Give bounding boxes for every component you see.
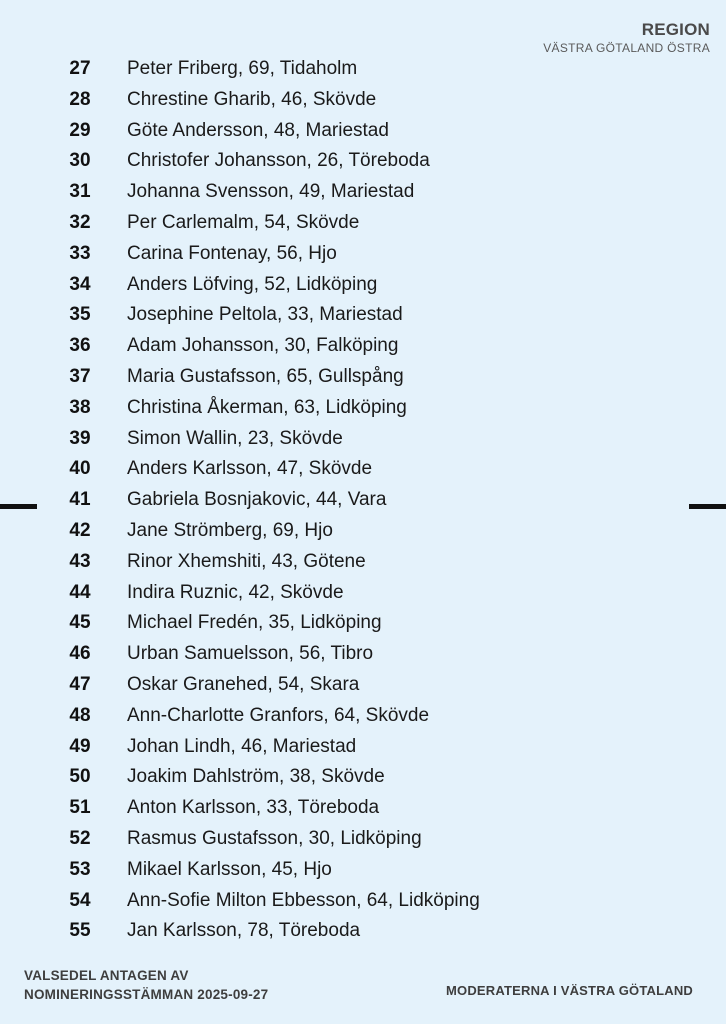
candidate-number: 43: [69, 550, 91, 572]
candidate-details: Gabriela Bosnjakovic, 44, Vara: [127, 489, 387, 511]
candidate-row: [0, 762, 726, 793]
candidate-details: Josephine Peltola, 33, Mariestad: [127, 304, 403, 326]
candidate-number: 51: [69, 797, 91, 819]
candidate-row: [0, 670, 726, 701]
region-subtitle: VÄSTRA GÖTALAND ÖSTRA: [543, 41, 710, 55]
candidate-number: 48: [69, 704, 91, 726]
candidate-details: Per Carlemalm, 54, Skövde: [127, 211, 360, 233]
candidate-row: [0, 639, 726, 670]
candidate-row: [0, 916, 726, 947]
candidate-row: [0, 485, 726, 516]
candidate-row: [0, 824, 726, 855]
candidate-details: Chrestine Gharib, 46, Skövde: [127, 88, 377, 110]
candidate-details: Maria Gustafsson, 65, Gullspång: [127, 365, 404, 387]
candidate-details: Mikael Karlsson, 45, Hjo: [127, 858, 332, 880]
candidate-number: 33: [69, 242, 91, 264]
candidate-row: [0, 516, 726, 547]
candidate-details: Indira Ruznic, 42, Skövde: [127, 581, 344, 603]
candidate-row: [0, 54, 726, 85]
candidate-details: Johan Lindh, 46, Mariestad: [127, 735, 357, 757]
region-header: [543, 20, 710, 56]
candidate-number: 45: [69, 612, 91, 634]
candidate-row: [0, 547, 726, 578]
region-title: REGION: [641, 20, 710, 39]
candidate-number: 29: [69, 119, 91, 141]
candidate-number: 41: [69, 489, 91, 511]
candidate-row: [0, 886, 726, 917]
candidate-details: Johanna Svensson, 49, Mariestad: [127, 181, 415, 203]
candidate-row: [0, 855, 726, 886]
candidate-details: Ann-Sofie Milton Ebbesson, 64, Lidköping: [127, 889, 480, 911]
candidate-number: 27: [69, 58, 91, 79]
candidate-number: 50: [69, 766, 91, 788]
candidate-number: 38: [69, 396, 91, 418]
candidate-details: Adam Johansson, 30, Falköping: [127, 335, 399, 357]
candidate-number: 47: [69, 673, 91, 695]
candidate-number: 49: [69, 735, 91, 757]
candidate-details: Anton Karlsson, 33, Töreboda: [127, 797, 380, 819]
candidate-number: 30: [69, 150, 91, 172]
candidate-number: 32: [69, 211, 91, 233]
candidate-details: Anders Karlsson, 47, Skövde: [127, 458, 373, 480]
candidate-number: 40: [69, 458, 91, 480]
candidate-details: Carina Fontenay, 56, Hjo: [127, 242, 337, 264]
candidate-number: 28: [69, 88, 91, 110]
fold-mark-left: [0, 504, 37, 509]
candidate-list: [0, 54, 726, 947]
candidate-details: Jane Strömberg, 69, Hjo: [127, 519, 333, 541]
candidate-details: Göte Andersson, 48, Mariestad: [127, 119, 389, 141]
adoption-line-1: VALSEDEL ANTAGEN AV: [24, 968, 189, 983]
candidate-row: [0, 85, 726, 116]
candidate-number: 35: [69, 304, 91, 326]
candidate-details: Joakim Dahlström, 38, Skövde: [127, 766, 385, 788]
candidate-row: [0, 208, 726, 239]
organization-name: MODERATERNA I VÄSTRA GÖTALAND: [445, 983, 693, 998]
candidate-number: 36: [69, 335, 91, 357]
candidate-details: Michael Fredén, 35, Lidköping: [127, 612, 382, 634]
candidate-details: Peter Friberg, 69, Tidaholm: [127, 58, 358, 79]
candidate-details: Anders Löfving, 52, Lidköping: [127, 273, 378, 295]
candidate-number: 39: [69, 427, 91, 449]
candidate-details: Simon Wallin, 23, Skövde: [127, 427, 343, 449]
candidate-details: Oskar Granehed, 54, Skara: [127, 673, 360, 695]
ballot-adoption-note: [24, 966, 268, 1004]
candidate-row: [0, 393, 726, 424]
adoption-line-2: NOMINERINGSSTÄMMAN 2025-09-27: [24, 987, 269, 1002]
candidate-number: 37: [69, 365, 91, 387]
candidate-row: [0, 177, 726, 208]
candidate-details: Christofer Johansson, 26, Töreboda: [127, 150, 430, 172]
candidate-row: [0, 146, 726, 177]
candidate-number: 52: [69, 827, 91, 849]
candidate-details: Jan Karlsson, 78, Töreboda: [127, 920, 361, 942]
candidate-number: 44: [69, 581, 91, 603]
candidate-details: Ann-Charlotte Granfors, 64, Skövde: [127, 704, 430, 726]
candidate-row: [0, 701, 726, 732]
candidate-number: 31: [69, 181, 91, 203]
candidate-row: [0, 300, 726, 331]
candidate-details: Rinor Xhemshiti, 43, Götene: [127, 550, 366, 572]
candidate-row: [0, 454, 726, 485]
candidate-row: [0, 116, 726, 147]
candidate-row: [0, 331, 726, 362]
candidate-row: [0, 732, 726, 763]
candidate-row: [0, 270, 726, 301]
candidate-row: [0, 239, 726, 270]
candidate-row: [0, 578, 726, 609]
candidate-row: [0, 362, 726, 393]
candidate-number: 54: [69, 889, 91, 911]
candidate-number: 34: [69, 273, 91, 295]
candidate-details: Urban Samuelsson, 56, Tibro: [127, 643, 374, 665]
candidate-details: Christina Åkerman, 63, Lidköping: [127, 396, 407, 418]
candidate-number: 42: [69, 519, 91, 541]
fold-mark-right: [689, 504, 726, 509]
candidate-row: [0, 793, 726, 824]
candidate-number: 55: [69, 920, 91, 942]
candidate-number: 53: [69, 858, 91, 880]
candidate-number: 46: [69, 643, 91, 665]
candidate-row: [0, 608, 726, 639]
candidate-row: [0, 424, 726, 455]
candidate-details: Rasmus Gustafsson, 30, Lidköping: [127, 827, 422, 849]
